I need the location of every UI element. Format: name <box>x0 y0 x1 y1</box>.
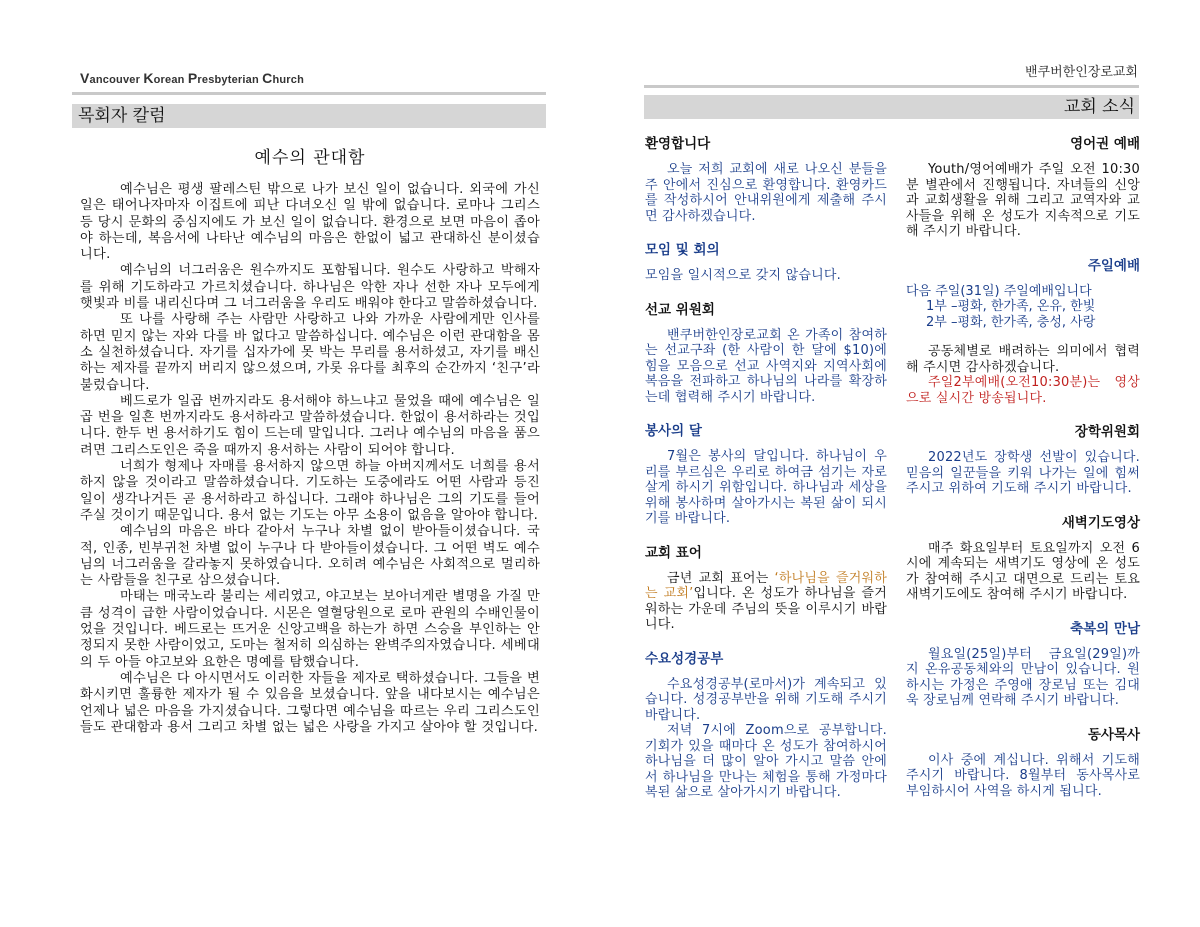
sunday-line-1: 1부 –평화, 한가족, 온유, 한빛 <box>926 299 1096 314</box>
sunday-intro: 다음 주일(31일) 주일예배입니다 <box>906 283 1092 299</box>
news-column-left <box>645 128 887 801</box>
column-title: 예수의 관대함 <box>254 148 366 168</box>
news-column-right <box>906 128 1140 799</box>
dawn-prayer-title: 새벽기도영상 <box>1061 514 1140 531</box>
english-service-text: Youth/영어예배가 주일 오전 10:30분 별관에서 진행됩니다. 자녀들의 신앙과 교회생활을 위해 그리고 교역자와 교사들을 위해 온 성도가 지속적으로 기도해 주시기 바랍니다. <box>906 162 1140 239</box>
pastor-column-band: 목회자 칼럼 <box>72 104 546 128</box>
church-news-band: 교회 소식 <box>644 95 1139 119</box>
motto-title: 교회 표어 <box>645 544 702 561</box>
pastor-column <box>80 143 540 736</box>
sunday-service-title: 주일예배 <box>1087 257 1140 274</box>
column-paragraph: 예수님은 다 아시면서도 이러한 자들을 제자로 택하셨습니다. 그들을 변화시키면 훌륭한 제자가 될 수 있음을 보셨습니다. 앞을 내다보시는 예수님은 언제나 넓은 마음을 가지셨습니다. 그렇다면 예수님을 따르는 우리 그리스도인들도 관대함과 용서 그리고 차별 없는 넓은 사랑을 가지고 살아야 할 것입니다. <box>80 670 540 735</box>
column-paragraph: 예수님은 평생 팔레스틴 밖으로 나가 보신 일이 없습니다. 외국에 가신 일은 태어나자마자 이집트에 피난 다녀오신 일 밖에 없습니다. 로마나 그리스 등 당시 문화의 중심지에도 가 보신 일이 없습니다. 환경으로 보면 마음이 좁아야 하는데, 복음서에 나타난 예수님의 마음은 한없이 넓고 관대하신 분이셨습니다. <box>80 182 540 263</box>
motto-text: 금년 교회 표어는 ‘하나님을 즐거워하는 교회’입니다. 온 성도가 하나님을 즐거워하는 가운데 주님의 뜻을 이루시기 바랍니다. <box>645 570 887 632</box>
church-name-korean: 밴쿠버한인장로교회 <box>1024 65 1138 80</box>
mission-title: 선교 위원회 <box>645 301 715 318</box>
bible-study-text-1: 수요성경공부(로마서)가 계속되고 있습니다. 성경공부반을 위해 기도해 주시기 바랍니다. <box>645 676 887 723</box>
column-paragraph: 또 나를 사랑해 주는 사람만 사랑하고 나와 가까운 사람에게만 인사를 하면 믿지 않는 자와 다를 바 없다고 말씀하십니다. 예수님은 이런 관대함을 몸소 실천하셨습니다. 자기를 십자가에 못 박는 무리를 용서하셨고, 자기를 배신하는 제자를 끝까지 버리지 않으셨으며, 가롯 유다를 최후의 순간까지 ‘친구’라 불렀습니다. <box>80 312 540 393</box>
associate-pastor-title: 동사목사 <box>1087 726 1140 743</box>
blessing-title: 축복의 만남 <box>1070 620 1140 637</box>
scholarship-text: 2022년도 장학생 선발이 있습니다. 믿음의 일꾼들을 키워 나가는 일에 힘써 주시고 위하여 기도해 주시기 바랍니다. <box>906 450 1140 496</box>
scholarship-title: 장학위원회 <box>1074 424 1140 440</box>
right-header-rule <box>644 85 1139 88</box>
column-paragraph: 베드로가 일곱 번까지라도 용서해야 하느냐고 물었을 때에 예수님은 일곱 번을 일흔 번까지라도 용서하라고 말씀하셨습니다. 한없이 용서하라는 것입니다. 한두 번 용서하기도 힘이 드는데 말입니다. 그러나 예수님의 마음을 품으려면 그리스도인은 죽을 때까지 용서하는 사람이 되어야 합니다. <box>80 393 540 458</box>
service-month-text: 7월은 봉사의 달입니다. 하나님이 우리를 부르심은 우리로 하여금 섬기는 자로 살게 하시기 위함입니다. 하나님과 세상을 위해 봉사하며 살아가시는 복된 삶이 되시기를 바랍니다. <box>645 449 887 526</box>
column-paragraph: 예수님의 마음은 바다 같아서 누구나 차별 없이 받아들이셨습니다. 국적, 인종, 빈부귀천 차별 없이 누구나 다 받아들이셨습니다. 그 어떤 벽도 예수님의 너그러움을 갈라놓지 못하였습니다. 오히려 예수님은 사회적으로 멀리하는 사람들을 친구로 삼으셨습니다. <box>80 524 540 589</box>
service-month-title: 봉사의 달 <box>645 423 702 439</box>
motto-highlight: ‘하나님을 즐거워하는 교회’ <box>645 570 887 601</box>
sunday-broadcast-text: 주일2부예배(오전10:30분)는 영상으로 실시간 방송됩니다. <box>906 375 1140 406</box>
associate-pastor-text: 이사 중에 계십니다. 위해서 기도해 주시기 바랍니다. 8월부터 동사목사로 부임하시어 사역을 하시게 됩니다. <box>906 752 1140 799</box>
bible-study-title: 수요성경공부 <box>645 650 724 667</box>
mission-text: 밴쿠버한인장로교회 온 가족이 참여하는 선교구좌 (한 사람이 한 달에 $10)에 힘을 모음으로 선교 사역지와 지역사회에 복음을 전파하고 하나님의 나라를 확장하는데 협력해 주시기 바랍니다. <box>645 327 887 405</box>
blessing-text: 월요일(25일)부터 금요일(29일)까지 온유공동체와의 만남이 있습니다. 원하시는 가정은 주영애 장로님 또는 김대욱 장로님께 연락해 주시기 바랍니다. <box>906 646 1140 708</box>
sunday-text: 공동체별로 배려하는 의미에서 협력해 주시면 감사하겠습니다. <box>906 344 1140 375</box>
welcome-text: 오늘 저희 교회에 새로 나오신 분들을 주 안에서 진심으로 환영합니다. 환영카드를 작성하시어 안내위원에게 제출해 주시면 감사하겠습니다. <box>645 162 887 224</box>
meetings-title: 모임 및 회의 <box>645 242 720 258</box>
welcome-title: 환영합니다 <box>645 136 711 152</box>
column-paragraph: 너희가 형제나 자매를 용서하지 않으면 하늘 아버지께서도 너희를 용서하지 않을 것이라고 말씀하셨습니다. 기도하는 도중에라도 어떤 사람과 등진 일이 생각나거든 곧 용서하라고 하십니다. 그래야 하나님은 그의 기도를 들어 주실 것이기 때문입니다. 용서 없는 기도는 아무 소용이 없음을 알아야 합니다. <box>80 459 540 523</box>
meetings-text: 모임을 일시적으로 갖지 않습니다. <box>645 268 841 283</box>
sunday-line-2: 2부 –평화, 한가족, 충성, 사랑 <box>926 314 1096 330</box>
dawn-prayer-text: 매주 화요일부터 토요일까지 오전 6시에 계속되는 새벽기도 영상에 온 성도가 참여해 주시고 대면으로 드리는 토요새벽기도에도 참여해 주시기 바랍니다. <box>906 540 1140 602</box>
left-header-rule <box>72 92 546 95</box>
column-paragraph: 예수님의 너그러움은 원수까지도 포함됩니다. 원수도 사랑하고 박해자를 위해 기도하라고 가르치셨습니다. 하나님은 악한 자나 선한 자나 모두에게 햇빛과 비를 내리신다며 그 너그러움을 우리도 배워야 한다고 말씀하셨습니다. <box>80 263 540 312</box>
english-service-title: 영어권 예배 <box>1070 136 1140 152</box>
bible-study-text-2: 저녁 7시에 Zoom으로 공부합니다. 기회가 있을 때마다 온 성도가 참여하시어 하나님을 더 많이 알아 가시고 말씀 안에서 하나님을 만나는 체험을 통해 가정마다 복된 삶으로 살아가시기 바랍니다. <box>645 723 887 800</box>
column-paragraph: 마태는 매국노라 불리는 세리였고, 야고보는 보아너게란 별명을 가질 만큼 성격이 급한 사람이었습니다. 시몬은 열혈당원으로 로마 관원의 수배인물이었을 것입니다. 베드로는 뜨거운 신앙고백을 하는가 하면 스승을 부인하는 안정되지 못한 사람이었고, 도마는 철저히 의심하는 완벽주의자였습니다. 세베대의 두 아들 야고보와 요한은 명예를 탐했습니다. <box>80 589 540 670</box>
church-name-english: Vancouver Korean Presbyterian Church <box>80 70 305 86</box>
